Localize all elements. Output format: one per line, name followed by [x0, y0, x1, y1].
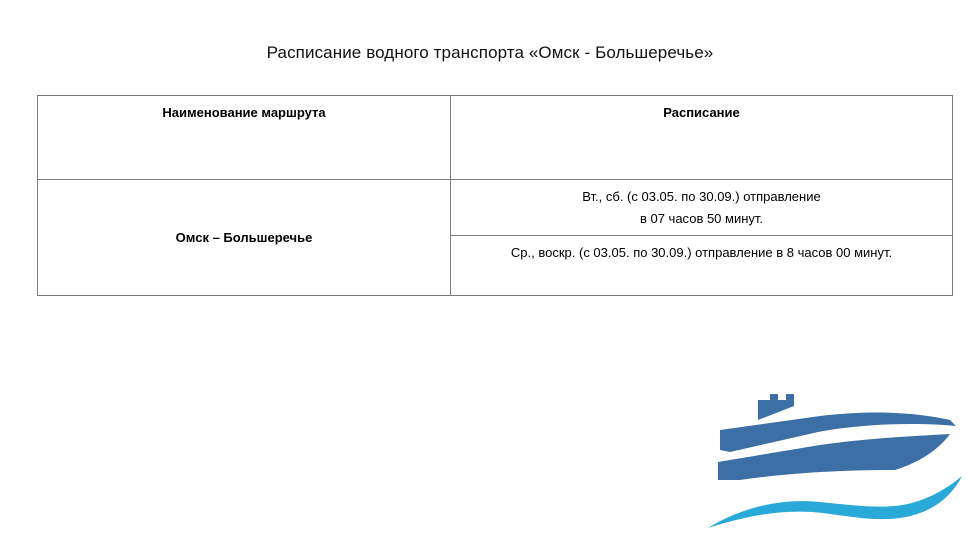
schedule-cell-1 [451, 180, 953, 236]
schedule-table [37, 95, 953, 296]
header-schedule: Расписание [451, 96, 953, 180]
table-row [38, 180, 953, 236]
boat-wave [708, 476, 962, 528]
boat-cabin [758, 394, 794, 420]
boat-icon [700, 390, 970, 540]
page-title: Расписание водного транспорта «Омск - Большеречье» [266, 43, 714, 62]
schedule-1-line-1: Вт., сб. (с 03.05. по 30.09.) отправление [582, 189, 821, 204]
schedule-cell-2: Ср., воскр. (с 03.05. по 30.09.) отправление в 8 часов 00 минут. [451, 236, 953, 296]
header-route: Наименование маршрута [38, 96, 451, 180]
route-name-cell: Омск – Большеречье [38, 180, 451, 296]
table-header-row [38, 96, 953, 180]
schedule-1-line-2: в 07 часов 50 минут. [639, 211, 764, 226]
